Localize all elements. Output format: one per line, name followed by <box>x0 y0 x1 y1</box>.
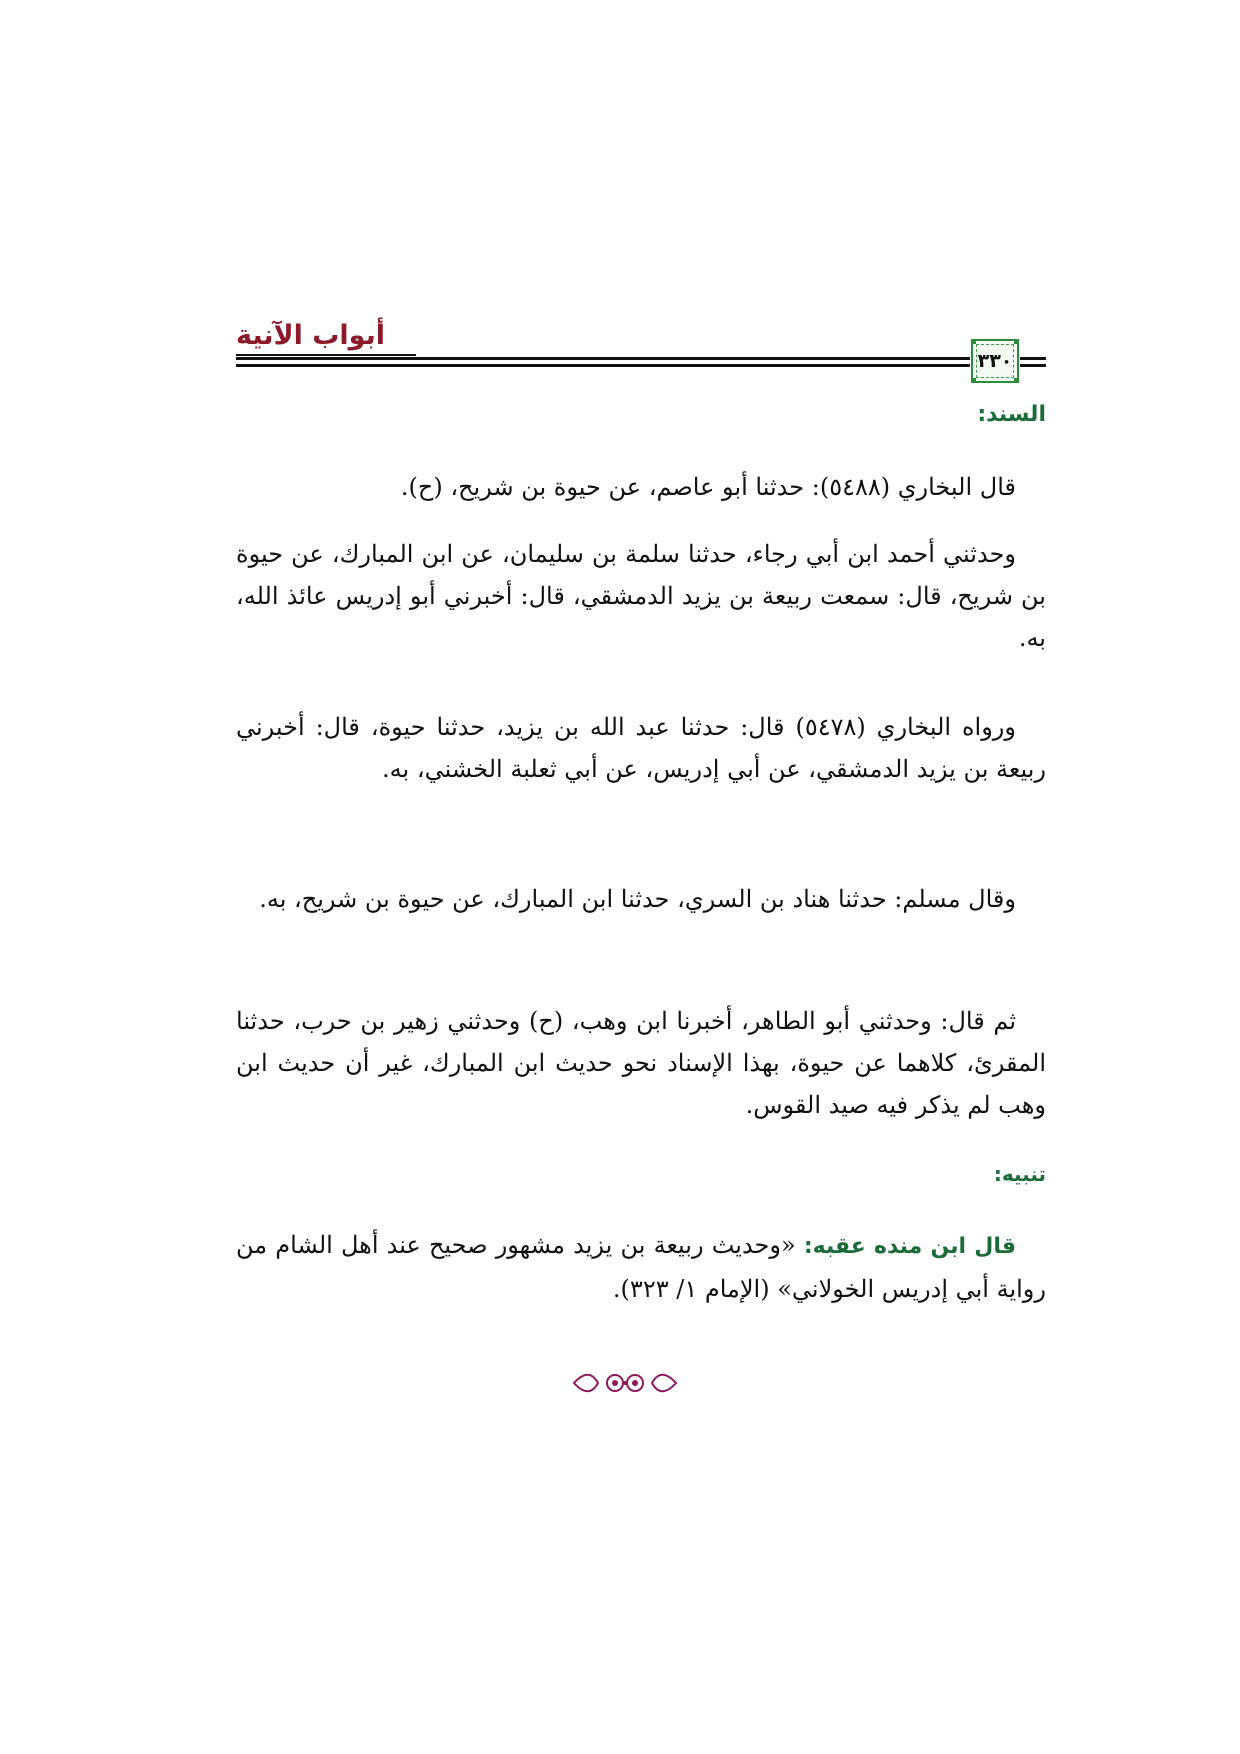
paragraph-text: وحدثني أحمد ابن أبي رجاء، حدثنا سلمة بن سليمان، عن ابن المبارك، عن حيوة بن شريح، قال: سمعت ربيعة بن يزيد الدمشقي، قال: أخبرني أبو إدريس عائذ الله، به. <box>236 540 1046 652</box>
floral-divider-icon <box>570 1368 680 1398</box>
paragraph-3 <box>236 706 1046 790</box>
paragraph-1 <box>236 466 1046 508</box>
ornamental-frame-icon <box>971 339 1019 383</box>
paragraph-4 <box>236 878 1046 920</box>
header-rule <box>236 357 970 360</box>
paragraph-5 <box>236 1000 1046 1126</box>
paragraph-6 <box>236 1224 1046 1310</box>
paragraph-2 <box>236 533 1046 659</box>
running-title: أبواب الآنية <box>236 320 386 351</box>
quote-text: «وحديث ربيعة بن يزيد مشهور صحيح عند أهل الشام من رواية أبي إدريس الخولاني» (الإمام ١/ ٣٢٣). <box>236 1231 1046 1303</box>
section-heading-sanad: السند: <box>977 402 1046 427</box>
paragraph-text: ورواه البخاري (٥٤٧٨) قال: حدثنا عبد الله بن يزيد، حدثنا حيوة، قال: أخبرني ربيعة بن يزيد الدمشقي، عن أبي إدريس، عن أبي ثعلبة الخشني، به. <box>236 713 1046 783</box>
section-heading-tanbih: تنبيه: <box>993 1162 1046 1186</box>
header-rule <box>1020 364 1046 367</box>
paragraph-text: ثم قال: وحدثني أبو الطاهر، أخبرنا ابن وهب، (ح) وحدثني زهير بن حرب، حدثنا المقرئ، كلاهما عن حيوة، بهذا الإسناد نحو حديث ابن المبارك، غير أن حديث ابن وهب لم يذكر فيه صيد القوس. <box>236 1007 1046 1119</box>
title-underline <box>236 354 416 356</box>
paragraph-text: وقال مسلم: حدثنا هناد بن السري، حدثنا ابن المبارك، عن حيوة بن شريح، به. <box>259 885 1016 913</box>
header-rule <box>236 364 970 367</box>
quote-lead: قال ابن منده عقبه: <box>803 1234 1016 1259</box>
header-rule <box>1020 357 1046 360</box>
page-number: ٣٣٠ <box>977 350 1013 372</box>
paragraph-text: قال البخاري (٥٤٨٨): حدثنا أبو عاصم، عن حيوة بن شريح، (ح). <box>400 473 1016 501</box>
